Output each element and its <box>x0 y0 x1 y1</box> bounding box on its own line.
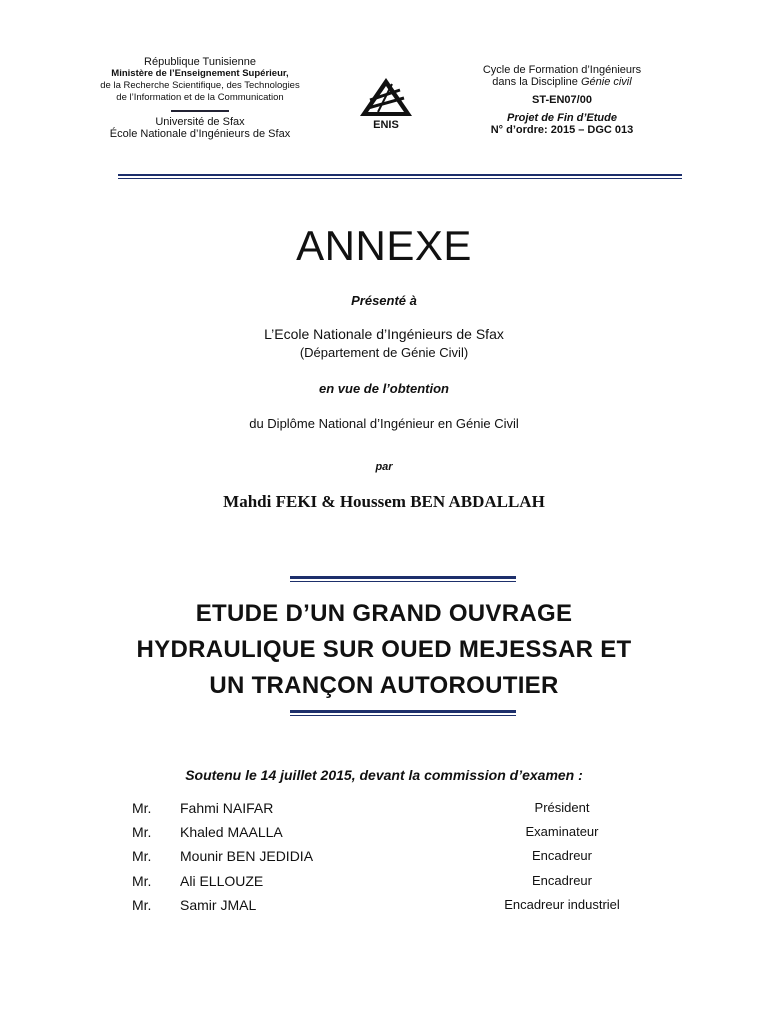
jury-role: Examinateur <box>525 824 599 840</box>
thesis-rule-top <box>290 576 516 582</box>
header-separator <box>171 110 229 112</box>
jury-row <box>132 848 652 872</box>
thesis-title <box>0 596 768 704</box>
page-title: ANNEXE <box>296 222 472 269</box>
jury-name: Mounir BEN JEDIDIA <box>180 848 314 865</box>
jury-name: Fahmi NAIFAR <box>180 800 274 816</box>
soutenu-text: Soutenu le 14 juillet 2015, devant la commission d’examen : <box>185 767 583 783</box>
jury-name: Ali ELLOUZE <box>180 872 264 889</box>
discipline-line: dans la Discipline Génie civil <box>492 76 632 88</box>
diplome-text: du Diplôme National d’Ingénieur en Génie Civil <box>249 416 519 431</box>
jury-role: Encadreur <box>532 848 592 864</box>
jury-row <box>132 800 652 824</box>
departement-text: (Département de Génie Civil) <box>299 345 469 360</box>
thesis-title-line-2: HYDRAULIQUE SUR OUED MEJESSAR ET <box>136 636 632 663</box>
jury-row <box>132 897 652 921</box>
presente-text: Présenté à <box>351 293 417 308</box>
ministere-line-3: de l’Information et de la Communication <box>116 92 284 103</box>
jury-list <box>132 800 652 921</box>
jury-row <box>132 824 652 848</box>
enis-logo-icon <box>358 76 414 130</box>
jury-role: Président <box>534 800 590 815</box>
thesis-rule-bottom <box>290 710 516 716</box>
jury-title: Mr. <box>132 824 152 841</box>
en-vue-text: en vue de l’obtention <box>318 381 449 396</box>
jury-role: Encadreur industriel <box>504 896 620 912</box>
header-left <box>80 56 320 140</box>
document-code: ST-EN07/00 <box>532 94 592 106</box>
jury-title: Mr. <box>132 848 152 865</box>
jury-title: Mr. <box>132 896 152 913</box>
jury-name: Khaled MAALLA <box>180 824 283 841</box>
ordre-text: N° d’ordre: 2015 – DGC 013 <box>490 124 634 136</box>
header-right <box>462 64 662 136</box>
jury-row <box>132 873 652 897</box>
ministere-line-1: Ministère de l’Enseignement Supérieur, <box>111 68 289 79</box>
ecole-text: École Nationale d’Ingénieurs de Sfax <box>109 128 291 140</box>
logo-text: ENIS <box>373 119 399 130</box>
republique-text: République Tunisienne <box>144 56 256 68</box>
jury-role: Encadreur <box>532 872 592 888</box>
thesis-title-line-1: ETUDE D’UN GRAND OUVRAGE <box>195 600 573 627</box>
jury-title: Mr. <box>132 872 152 889</box>
ministere-line-2: de la Recherche Scientifique, des Technologies <box>100 80 300 91</box>
ecole-full-text: L’Ecole Nationale d’Ingénieurs de Sfax <box>264 326 504 342</box>
cycle-text: Cycle de Formation d’Ingénieurs <box>482 64 642 76</box>
thesis-title-line-3: UN TRANÇON AUTOROUTIER <box>209 672 559 699</box>
par-text: par <box>375 461 393 473</box>
jury-title: Mr. <box>132 800 152 816</box>
top-rule <box>118 174 682 179</box>
projet-text: Projet de Fin d’Etude <box>506 112 617 124</box>
discipline-text: Génie civil <box>580 76 632 88</box>
universite-text: Université de Sfax <box>155 116 245 128</box>
authors-text: Mahdi FEKI & Houssem BEN ABDALLAH <box>223 492 545 511</box>
jury-name: Samir JMAL <box>180 896 257 913</box>
